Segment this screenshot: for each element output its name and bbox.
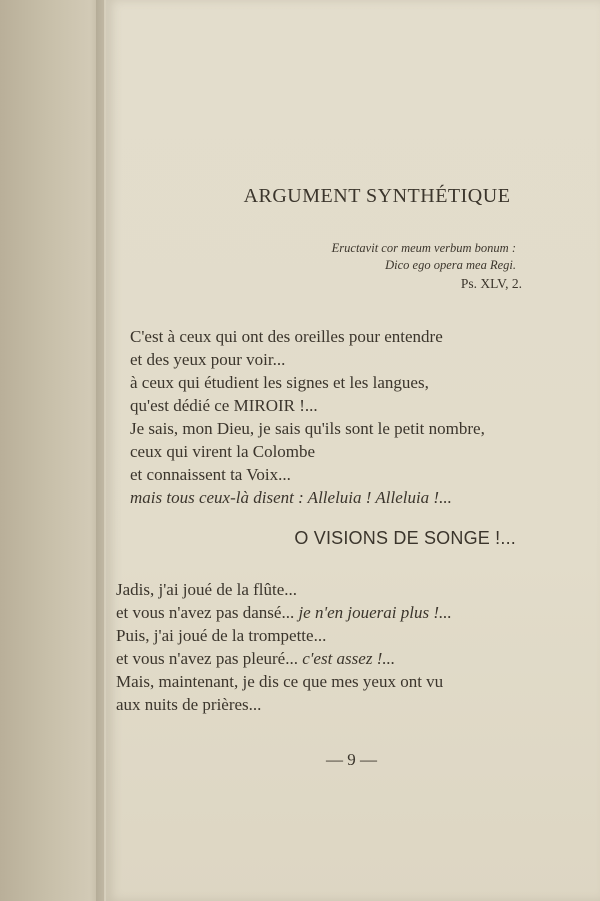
- book-gutter-shadow: [96, 0, 110, 901]
- verse-line: [116, 601, 452, 624]
- verse-line: à ceux qui étudient les signes et les langues,: [130, 373, 429, 392]
- epigraph-line-1: Eructavit cor meum verbum bonum :: [331, 241, 516, 255]
- page-title: ARGUMENT SYNTHÉTIQUE: [243, 185, 511, 207]
- page-number: — 9 —: [326, 750, 377, 769]
- epigraph: [332, 240, 516, 274]
- verse-line: et connaissent ta Voix...: [130, 465, 291, 484]
- verse-segment: et vous n'avez pas dansé...: [116, 603, 299, 622]
- verse-line: [116, 647, 452, 670]
- verse-segment: et vous n'avez pas pleuré...: [116, 649, 303, 668]
- stanza-1: [130, 325, 485, 509]
- verse-line: Je sais, mon Dieu, je sais qu'ils sont le petit nombre,: [130, 419, 485, 438]
- verse-line-italic: mais tous ceux-là disent : Alleluia ! Alleluia !...: [130, 488, 452, 507]
- verse-line: Jadis, j'ai joué de la flûte...: [116, 580, 298, 599]
- epigraph-line-2: Dico ego opera mea Regi.: [385, 258, 516, 272]
- left-page-edge: [0, 0, 104, 901]
- right-page: [106, 0, 600, 901]
- verse-segment-italic: je n'en jouerai plus !...: [298, 603, 452, 622]
- verse-line: Mais, maintenant, je dis ce que mes yeux ont vu: [116, 672, 444, 691]
- verse-line: ceux qui virent la Colombe: [130, 442, 316, 461]
- verse-line: C'est à ceux qui ont des oreilles pour entendre: [130, 327, 443, 346]
- verse-segment-italic: c'est assez !...: [302, 649, 396, 668]
- verse-line: Puis, j'ai joué de la trompette...: [116, 626, 327, 645]
- epigraph-reference: Ps. XLV, 2.: [460, 276, 522, 291]
- stanza-2: [116, 578, 452, 716]
- verse-line: aux nuits de prières...: [116, 695, 262, 714]
- verse-line: qu'est dédié ce MIROIR !...: [130, 396, 318, 415]
- section-heading: O VISIONS DE SONGE !...: [294, 528, 516, 548]
- verse-line: et des yeux pour voir...: [130, 350, 286, 369]
